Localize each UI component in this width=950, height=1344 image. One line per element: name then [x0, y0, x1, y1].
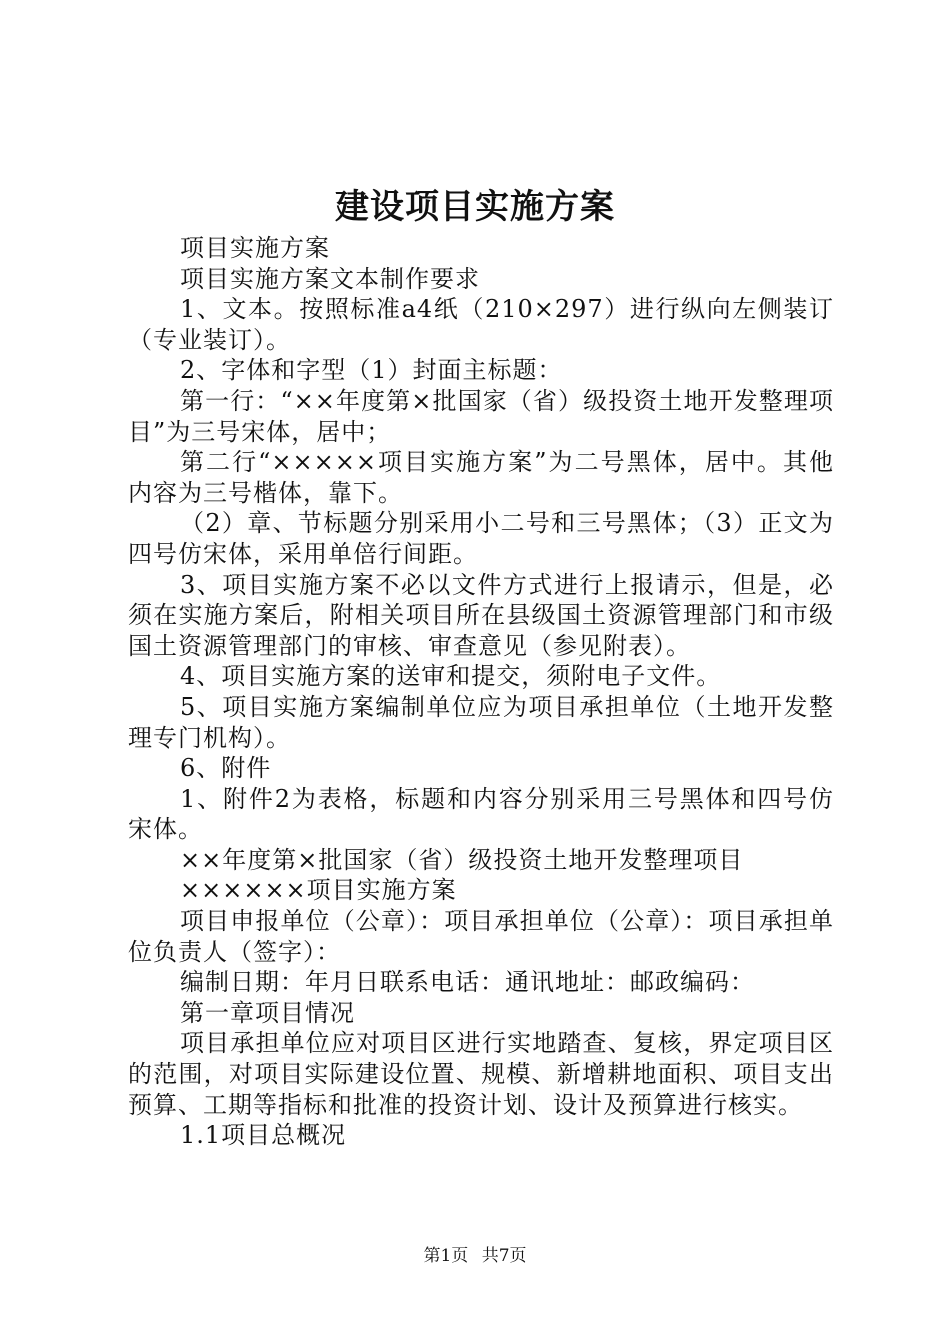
document-title: 建设项目实施方案	[335, 187, 615, 227]
page-number: 第1页	[423, 1246, 469, 1266]
paragraph: （2）章、节标题分别采用小二号和三号黑体；（3）正文为四号仿宋体，采用单倍行间距。	[128, 509, 834, 568]
page-footer	[0, 1244, 950, 1268]
paragraph: 5、项目实施方案编制单位应为项目承担单位（土地开发整理专门机构）。	[128, 692, 834, 752]
document-body	[128, 233, 834, 1151]
paragraph: 第一章项目情况	[180, 998, 355, 1027]
paragraph: 1、文本。按照标准a4纸（210×297）进行纵向左侧装订（专业装订）。	[128, 295, 834, 354]
paragraph: 3、项目实施方案不必以文件方式进行上报请示，但是，必须在实施方案后，附相关项目所在县级国土资源管理部门和市级国土资源管理部门的审核、审查意见（参见附表）。	[128, 570, 834, 660]
paragraph: 第一行：“××年度第×批国家（省）级投资土地开发整理项目”为三号宋体，居中；	[128, 386, 834, 446]
paragraph: 项目承担单位应对项目区进行实地踏查、复核，界定项目区的范围，对项目实际建设位置、规模、新增耕地面积、项目支出预算、工期等指标和批准的投资计划、设计及预算进行核实。	[128, 1029, 834, 1119]
paragraph: 项目申报单位（公章）：项目承担单位（公章）：项目承担单位负责人（签字）：	[128, 907, 834, 966]
paragraph: 项目实施方案	[180, 234, 330, 262]
paragraph: 第二行“×××××项目实施方案”为二号黑体，居中。其他内容为三号楷体，靠下。	[128, 448, 834, 507]
paragraph: 编制日期：年月日联系电话：通讯地址：邮政编码：	[180, 968, 755, 997]
paragraph: ××××××项目实施方案	[180, 876, 457, 905]
paragraph: ××年度第×批国家（省）级投资土地开发整理项目	[180, 845, 744, 874]
paragraph: 6、附件	[180, 754, 272, 783]
paragraph: 1.1项目总概况	[180, 1121, 347, 1150]
paragraph: 1、附件2为表格，标题和内容分别采用三号黑体和四号仿宋体。	[128, 784, 834, 844]
page-total: 共7页	[481, 1246, 527, 1266]
paragraph: 2、字体和字型（1）封面主标题：	[180, 356, 563, 385]
paragraph: 4、项目实施方案的送审和提交，须附电子文件。	[180, 662, 722, 691]
paragraph: 项目实施方案文本制作要求	[180, 264, 480, 293]
